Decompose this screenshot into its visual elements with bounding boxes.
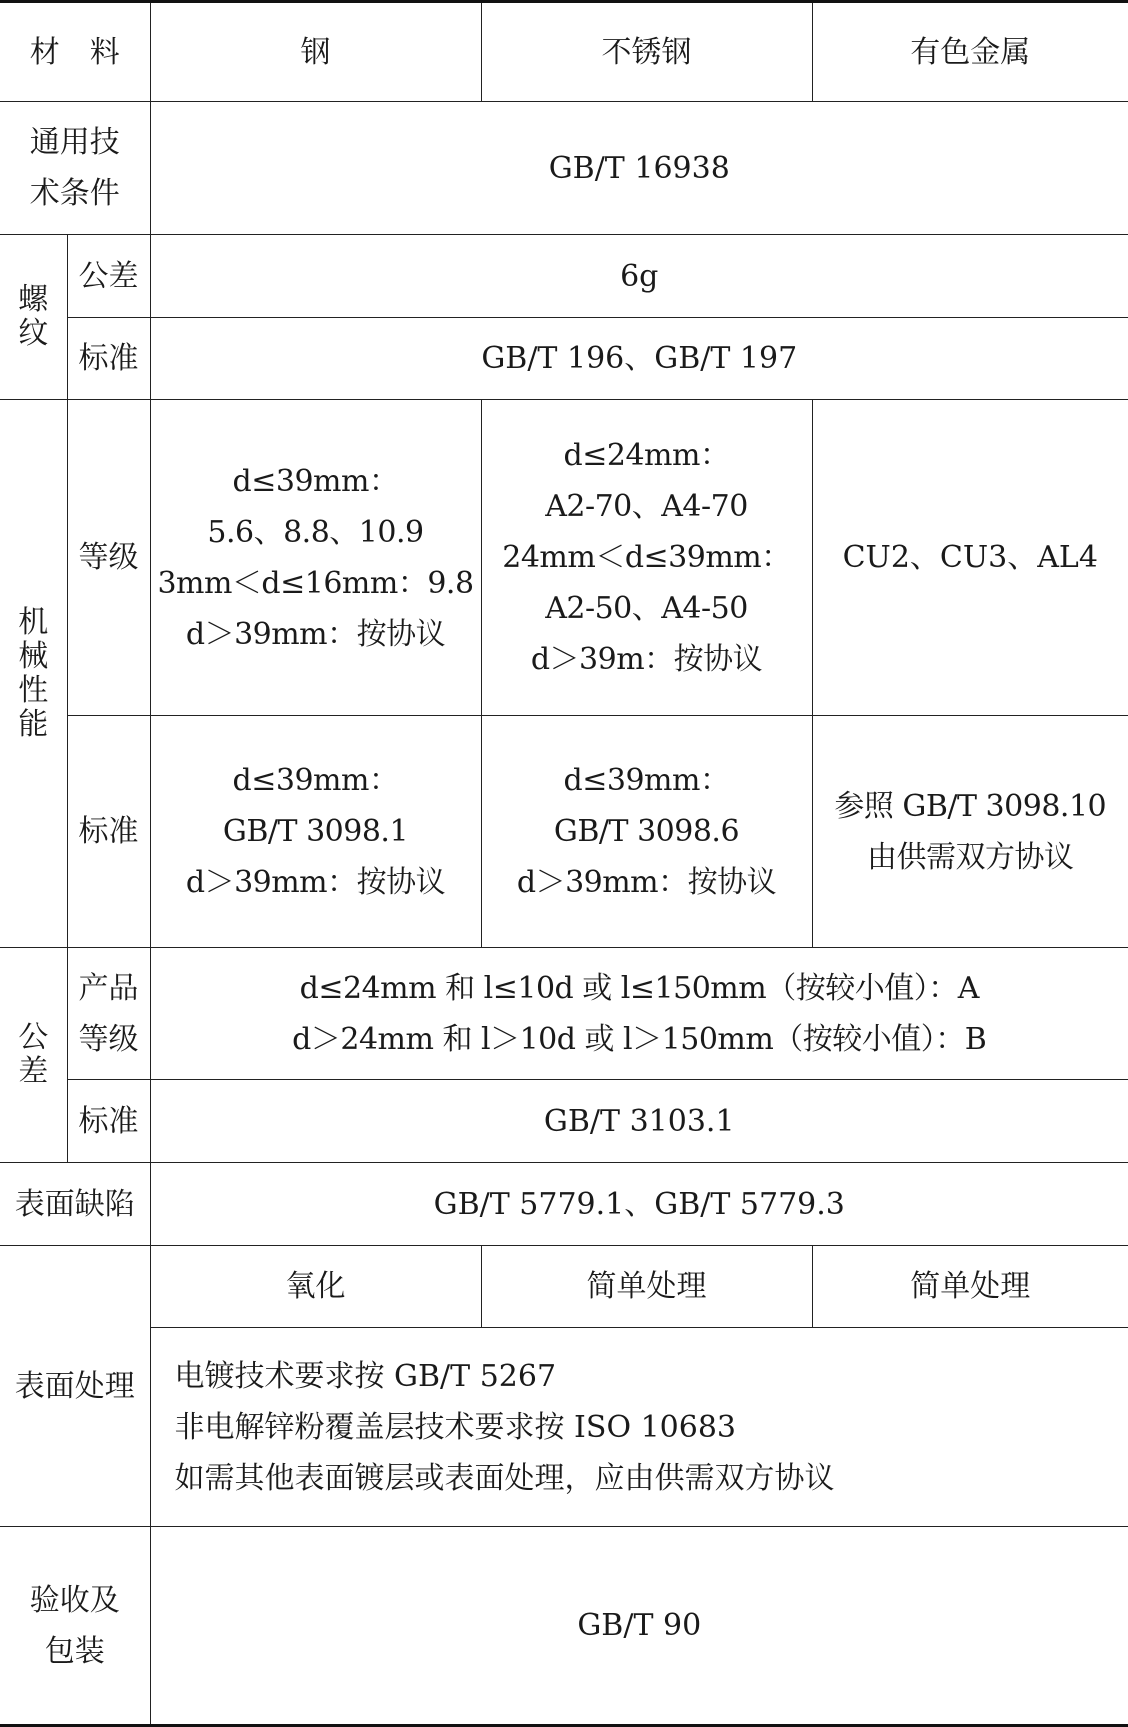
thread-tolerance-label: 公差 [67,235,150,318]
mechanical-group-text: 机 械 性 能 [18,604,49,742]
grade-stainless-line: 24mm＜d≤39mm： [502,540,791,575]
standard-stainless-line: GB/T 3098.6 [553,814,740,849]
tolerance-grade-value [150,948,1128,1080]
thread-tolerance-value: 6g [150,235,1128,318]
standard-steel-line: d＞39mm：按协议 [185,865,446,900]
standard-steel-line: GB/T 3098.1 [222,814,409,849]
general-tech-row [0,102,1128,235]
thread-standard-label: 标准 [67,318,150,400]
surface-treatment-note: 电镀技术要求按 GB/T 5267 [174,1358,557,1394]
standard-steel-line: d≤39mm： [232,763,399,798]
standard-nonferrous-line: 参照 GB/T 3098.10 [834,788,1107,824]
acceptance-row [0,1527,1128,1726]
thread-standard-row [0,318,1128,400]
surface-defect-label: 表面缺陷 [0,1163,150,1246]
tolerance-standard-value: GB/T 3103.1 [150,1080,1128,1163]
general-tech-label: 通用技 术条件 [0,102,150,235]
mechanical-grade-stainless [481,400,812,716]
grade-stainless-line: d＞39m：按协议 [530,642,763,677]
grade-stainless-line: A2-70、A4-70 [545,489,748,524]
general-tech-value: GB/T 16938 [150,102,1128,235]
tolerance-standard-label: 标准 [67,1080,150,1163]
thread-tolerance-row [0,235,1128,318]
header-stainless: 不锈钢 [481,2,812,102]
mechanical-grade-steel [150,400,481,716]
tolerance-group-text: 公 差 [18,1020,49,1089]
surface-defect-value: GB/T 5779.1、GB/T 5779.3 [150,1163,1128,1246]
header-row [0,2,1128,102]
mechanical-standard-label: 标准 [67,716,150,948]
mechanical-group-label [0,400,67,948]
grade-steel-line: 5.6、8.8、10.9 [207,514,424,550]
surface-treatment-row [0,1246,1128,1328]
mechanical-standard-row [0,716,1128,948]
thread-standard-value: GB/T 196、GB/T 197 [150,318,1128,400]
header-nonferrous: 有色金属 [812,2,1128,102]
mechanical-standard-steel [150,716,481,948]
surface-treatment-stainless: 简单处理 [481,1246,812,1328]
tolerance-grade-line: d＞24mm 和 l＞10d 或 l＞150mm（按较小值）：B [292,1021,987,1057]
surface-treatment-notes [150,1328,1128,1527]
surface-treatment-notes-row [0,1328,1128,1527]
grade-stainless-line: A2-50、A4-50 [545,591,748,626]
acceptance-value: GB/T 90 [150,1527,1128,1726]
thread-group-text: 螺 纹 [18,282,49,351]
surface-treatment-note: 非电解锌粉覆盖层技术要求按 ISO 10683 [174,1409,737,1445]
surface-treatment-nonferrous: 简单处理 [812,1246,1128,1328]
standard-stainless-line: d≤39mm： [563,763,730,798]
tolerance-standard-row [0,1080,1128,1163]
mechanical-grade-row [0,400,1128,716]
tolerance-group-label [0,948,67,1163]
surface-treatment-steel: 氧化 [150,1246,481,1328]
grade-steel-line: d＞39mm：按协议 [185,616,446,652]
mechanical-standard-stainless [481,716,812,948]
thread-group-label [0,235,67,400]
tolerance-grade-line: d≤24mm 和 l≤10d 或 l≤150mm（按较小值）：A [299,970,979,1006]
surface-treatment-note: 如需其他表面镀层或表面处理，应由供需双方协议 [174,1460,835,1496]
surface-treatment-label: 表面处理 [0,1246,150,1527]
grade-stainless-line: d≤24mm： [563,438,730,473]
header-steel: 钢 [150,2,481,102]
standard-nonferrous-line: 由供需双方协议 [867,839,1074,875]
header-material: 材 料 [0,2,150,102]
mechanical-standard-nonferrous [812,716,1128,948]
grade-steel-line: d≤39mm： [232,463,399,499]
standard-stainless-line: d＞39mm：按协议 [516,865,777,900]
mechanical-grade-nonferrous: CU2、CU3、AL4 [812,400,1128,716]
tolerance-grade-label: 产品 等级 [67,948,150,1080]
mechanical-grade-label: 等级 [67,400,150,716]
surface-defect-row [0,1163,1128,1246]
acceptance-label: 验收及 包装 [0,1527,150,1726]
grade-steel-line: 3mm＜d≤16mm：9.8 [157,565,474,601]
tolerance-grade-row [0,948,1128,1080]
